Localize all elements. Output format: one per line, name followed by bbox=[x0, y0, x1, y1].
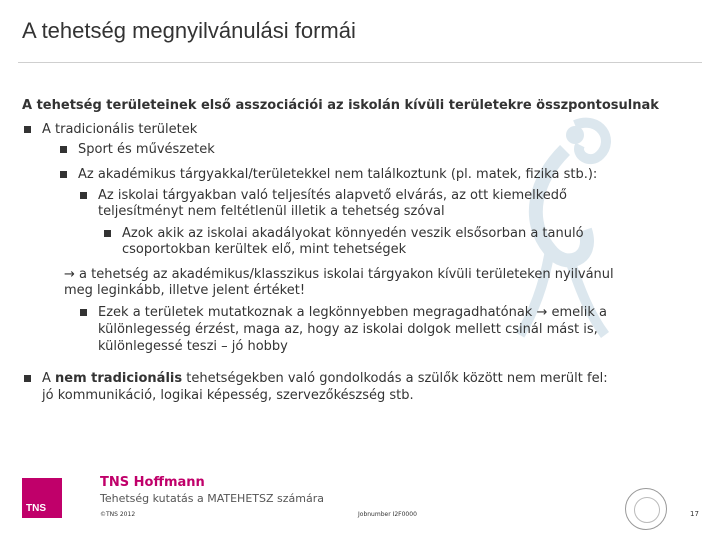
bullet-marker bbox=[80, 309, 87, 316]
list-item: meg leginkább, illetve jelent értéket! bbox=[64, 283, 306, 298]
page-number: 17 bbox=[690, 510, 699, 518]
list-item: teljesítményt nem feltétlenül illetik a tehetség szóval bbox=[98, 204, 445, 219]
list-item: különlegesség érzést, maga az, hogy az iskolai dolgok mellett csinál mást is, bbox=[98, 322, 598, 337]
list-item: Az iskolai tárgyakban való teljesítés alapvető elvárás, az ott kiemelkedő bbox=[98, 188, 568, 203]
list-item: jó kommunikáció, logikai képesség, szervezőkészség stb. bbox=[42, 388, 414, 403]
list-item: A tradicionális területek bbox=[42, 122, 198, 137]
bullet-marker bbox=[60, 171, 67, 178]
tns-logo bbox=[22, 478, 62, 518]
list-item: különlegessé teszi – jó hobby bbox=[98, 339, 288, 354]
bullet-marker bbox=[24, 126, 31, 133]
bullet-marker bbox=[60, 146, 67, 153]
list-item: Azok akik az iskolai akadályokat könnyedén veszik elsősorban a tanuló bbox=[122, 226, 584, 241]
tns-logo-text: TNS bbox=[26, 503, 46, 514]
footer-subtitle: Tehetség kutatás a MATEHETSZ számára bbox=[100, 492, 324, 505]
list-item: csoportokban kerültek elő, mint tehetségek bbox=[122, 242, 407, 257]
bullet-marker bbox=[104, 230, 111, 237]
list-item: → a tehetség az akadémikus/klasszikus iskolai tárgyakon kívüli területeken nyilvánul bbox=[64, 267, 614, 282]
list-item-bold: nem tradicionális bbox=[55, 371, 183, 386]
footer-brand: TNS Hoffmann bbox=[100, 475, 205, 490]
seal-icon bbox=[625, 488, 667, 530]
footer-copyright: ©TNS 2012 bbox=[100, 511, 136, 518]
list-item-rest: tehetségekben való gondolkodás a szülők között nem merült fel: bbox=[182, 371, 608, 386]
list-item: Az akadémikus tárgyakkal/területekkel nem találkoztunk (pl. matek, fizika stb.): bbox=[78, 167, 598, 182]
bullet-marker bbox=[24, 375, 31, 382]
content-heading: A tehetség területeinek első asszociációi az iskolán kívüli területekre összpontosulnak bbox=[22, 98, 659, 113]
list-item-prefix: A bbox=[42, 371, 56, 386]
list-item: Ezek a területek mutatkoznak a legkönnyebben megragadhatónak → emelik a bbox=[98, 305, 607, 320]
slide-title: A tehetség megnyilvánulási formái bbox=[22, 18, 356, 43]
footer-job-number: Jobnumber I2F0000 bbox=[358, 511, 417, 518]
list-item: Sport és művészetek bbox=[78, 142, 215, 157]
bullet-marker bbox=[80, 192, 87, 199]
list-item bbox=[42, 371, 608, 387]
